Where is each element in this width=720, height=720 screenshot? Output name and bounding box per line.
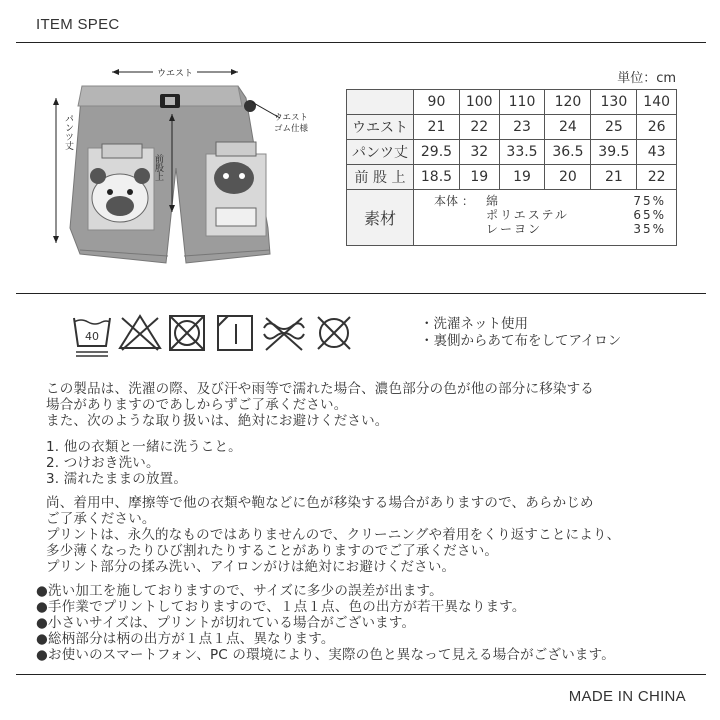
no-wring-icon xyxy=(264,318,304,350)
table-cell: 24 xyxy=(545,115,591,140)
size-header: 110 xyxy=(499,90,545,115)
table-cell: 21 xyxy=(591,165,637,190)
elastic-label-2: ゴム仕様 xyxy=(274,124,309,134)
elastic-label-1: ウエスト xyxy=(274,113,309,123)
no-dry-clean-icon xyxy=(318,317,350,349)
table-cell: 19 xyxy=(499,165,545,190)
material-line xyxy=(434,208,666,222)
size-header-row xyxy=(347,90,677,115)
row-label: パンツ丈 xyxy=(347,140,414,165)
paragraph-line: 尚、着用中、摩擦等で他の衣類や鞄などに色が移染する場合がありますので、あらかじめ xyxy=(46,495,594,511)
bullet-item: ●手作業でプリントしておりますので、１点１点、色の出方が若干異なります。 xyxy=(36,599,526,615)
material-part: 本体 xyxy=(434,194,459,208)
paragraph-line: この製品は、洗濯の際、及び汗や雨等で濡れた場合、濃色部分の色が他の部分に移染する xyxy=(46,381,594,397)
fiber-name: ポリエステル xyxy=(486,208,569,222)
fiber-pct: 65% xyxy=(633,208,666,222)
material-cell xyxy=(414,190,677,246)
no-bleach-icon xyxy=(120,316,160,350)
fiber-pct: 75% xyxy=(633,194,666,208)
table-cell: 22 xyxy=(459,115,499,140)
wash-40-icon xyxy=(74,318,110,356)
row-label: ウエスト xyxy=(347,115,414,140)
waist-label: ウエスト xyxy=(156,69,194,79)
fiber-name: レーヨン xyxy=(486,222,543,236)
no-tumble-dry-icon xyxy=(170,316,204,350)
line-dry-shade-icon xyxy=(218,316,252,350)
size-header: 90 xyxy=(414,90,460,115)
paragraph-line: また、次のような取り扱いは、絶対にお避けください。 xyxy=(46,413,389,429)
table-cell: 22 xyxy=(637,165,677,190)
list-item: 1. 他の衣類と一緒に洗うこと。 xyxy=(46,439,242,455)
care-note: ・裏側からあて布をしてアイロン xyxy=(420,333,622,349)
header-title: ITEM SPEC xyxy=(36,16,120,33)
bullet-item: ●洗い加工を施しておりますので、サイズに多少の誤差が出ます。 xyxy=(36,583,443,599)
bullet-item: ●小さいサイズは、プリントが切れている場合がございます。 xyxy=(36,615,416,631)
care-symbols xyxy=(70,312,370,358)
footer-origin: MADE IN CHINA xyxy=(568,688,686,705)
size-header: 140 xyxy=(637,90,677,115)
material-colon: ： xyxy=(461,194,474,208)
material-row xyxy=(347,190,677,246)
size-header: 100 xyxy=(459,90,499,115)
rise-label: 前股上 xyxy=(153,154,163,181)
list-item: 3. 濡れたままの放置。 xyxy=(46,471,188,487)
table-corner xyxy=(347,90,414,115)
bullet-item: ●お使いのスマートフォン、PC の環境により、実際の色と異なって見える場合がございます。 xyxy=(36,647,615,663)
table-cell: 21 xyxy=(414,115,460,140)
paragraph-line: プリントは、永久的なものではありませんので、クリーニングや着用をくり返すことにより、 xyxy=(46,527,621,543)
paragraph-line: ご了承ください。 xyxy=(46,511,156,527)
table-cell: 19 xyxy=(459,165,499,190)
paragraph-line: 多少薄くなったりひび割れたりすることがありますのでご了承ください。 xyxy=(46,543,499,559)
size-header: 130 xyxy=(591,90,637,115)
care-note: ・洗濯ネット使用 xyxy=(420,316,528,332)
size-table xyxy=(346,89,677,246)
bottom-divider xyxy=(16,674,706,675)
table-cell: 39.5 xyxy=(591,140,637,165)
material-line xyxy=(434,194,666,208)
table-row xyxy=(347,140,677,165)
table-row xyxy=(347,115,677,140)
material-line xyxy=(434,222,666,236)
table-cell: 18.5 xyxy=(414,165,460,190)
top-divider xyxy=(16,42,706,43)
paragraph-line: 場合がありますのであしからずご了承ください。 xyxy=(46,397,348,413)
row-label: 前 股 上 xyxy=(347,165,414,190)
table-row xyxy=(347,165,677,190)
table-cell: 29.5 xyxy=(414,140,460,165)
table-cell: 26 xyxy=(637,115,677,140)
bullet-item: ●総柄部分は柄の出方が１点１点、異なります。 xyxy=(36,631,335,647)
table-cell: 36.5 xyxy=(545,140,591,165)
size-header: 120 xyxy=(545,90,591,115)
list-item: 2. つけおき洗い。 xyxy=(46,455,160,471)
length-label: パンツ丈 xyxy=(63,114,73,150)
fiber-pct: 35% xyxy=(633,222,666,236)
table-cell: 33.5 xyxy=(499,140,545,165)
wash-temp: 40 xyxy=(85,330,99,343)
material-label: 素材 xyxy=(347,190,414,246)
unit-label: 単位：cm xyxy=(617,71,676,86)
table-cell: 43 xyxy=(637,140,677,165)
shorts-diagram xyxy=(40,58,330,280)
table-cell: 20 xyxy=(545,165,591,190)
fiber-name: 綿 xyxy=(486,194,501,208)
paragraph-line: プリント部分の揉み洗い、アイロンがけは絶対にお避けください。 xyxy=(46,559,456,575)
table-cell: 23 xyxy=(499,115,545,140)
table-cell: 32 xyxy=(459,140,499,165)
middle-divider xyxy=(16,293,706,294)
table-cell: 25 xyxy=(591,115,637,140)
care-notes xyxy=(420,316,621,350)
